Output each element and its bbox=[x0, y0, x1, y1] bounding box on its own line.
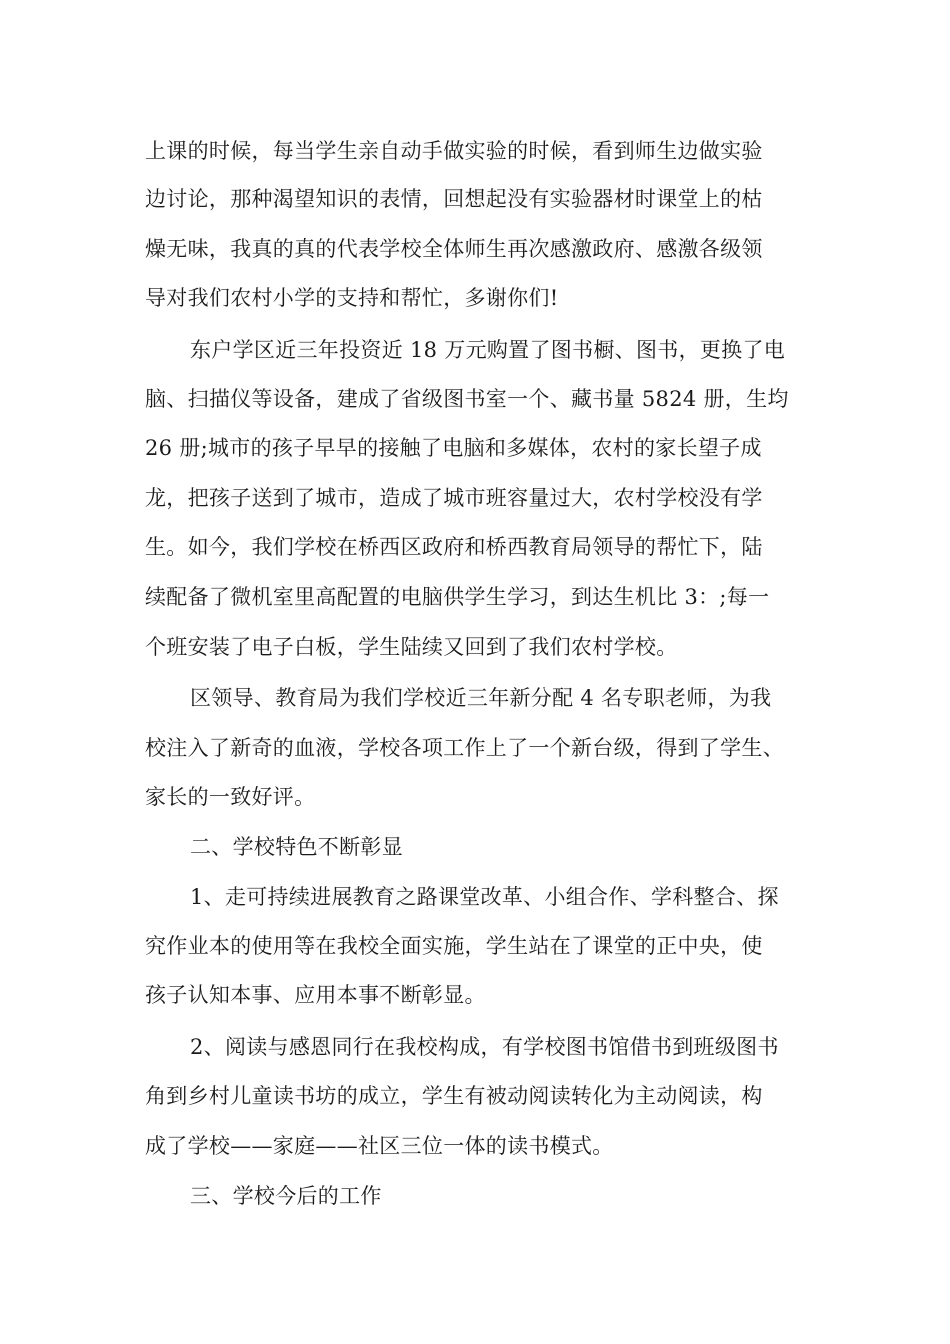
text-line: 脑、扫描仪等设备，建成了省级图书室一个、藏书量 5824 册，生均 bbox=[145, 387, 789, 411]
text-line: 生。如今，我们学校在桥西区政府和桥西教育局领导的帮忙下，陆 bbox=[145, 535, 763, 559]
text-line: 导对我们农村小学的支持和帮忙，多谢你们! bbox=[145, 286, 559, 310]
text-line: 26 册;城市的孩子早早的接触了电脑和多媒体，农村的家长望子成 bbox=[145, 436, 762, 460]
paragraph-start-line: 1、走可持续进展教育之路课堂改革、小组合作、学科整合、探 bbox=[190, 885, 779, 909]
text-line: 究作业本的使用等在我校全面实施，学生站在了课堂的正中央，使 bbox=[145, 934, 763, 958]
section-heading: 三、学校今后的工作 bbox=[190, 1184, 382, 1208]
text-line: 校注入了新奇的血液，学校各项工作上了一个新台级，得到了学生、 bbox=[145, 736, 784, 760]
text-line: 边讨论，那种渴望知识的表情，回想起没有实验器材时课堂上的枯 bbox=[145, 187, 763, 211]
paragraph-start-line: 区领导、教育局为我们学校近三年新分配 4 名专职老师，为我 bbox=[190, 686, 772, 710]
text-line: 角到乡村儿童读书坊的成立，学生有被动阅读转化为主动阅读，构 bbox=[145, 1084, 763, 1108]
text-line: 成了学校——家庭——社区三位一体的读书模式。 bbox=[145, 1134, 614, 1158]
section-heading: 二、学校特色不断彰显 bbox=[190, 835, 403, 859]
text-line: 家长的一致好评。 bbox=[145, 785, 316, 809]
text-line: 龙，把孩子送到了城市，造成了城市班容量过大，农村学校没有学 bbox=[145, 486, 763, 510]
paragraph-start-line: 东户学区近三年投资近 18 万元购置了图书橱、图书，更换了电 bbox=[190, 338, 786, 362]
text-line: 孩子认知本事、应用本事不断彰显。 bbox=[145, 983, 486, 1007]
text-line: 上课的时候，每当学生亲自动手做实验的时候，看到师生边做实验 bbox=[145, 139, 763, 163]
text-line: 燥无味，我真的真的代表学校全体师生再次感激政府、感激各级领 bbox=[145, 237, 763, 261]
paragraph-start-line: 2、阅读与感恩同行在我校构成，有学校图书馆借书到班级图书 bbox=[190, 1035, 779, 1059]
text-line: 续配备了微机室里高配置的电脑供学生学习，到达生机比 3：;每一 bbox=[145, 585, 770, 609]
text-line: 个班安装了电子白板，学生陆续又回到了我们农村学校。 bbox=[145, 635, 678, 659]
